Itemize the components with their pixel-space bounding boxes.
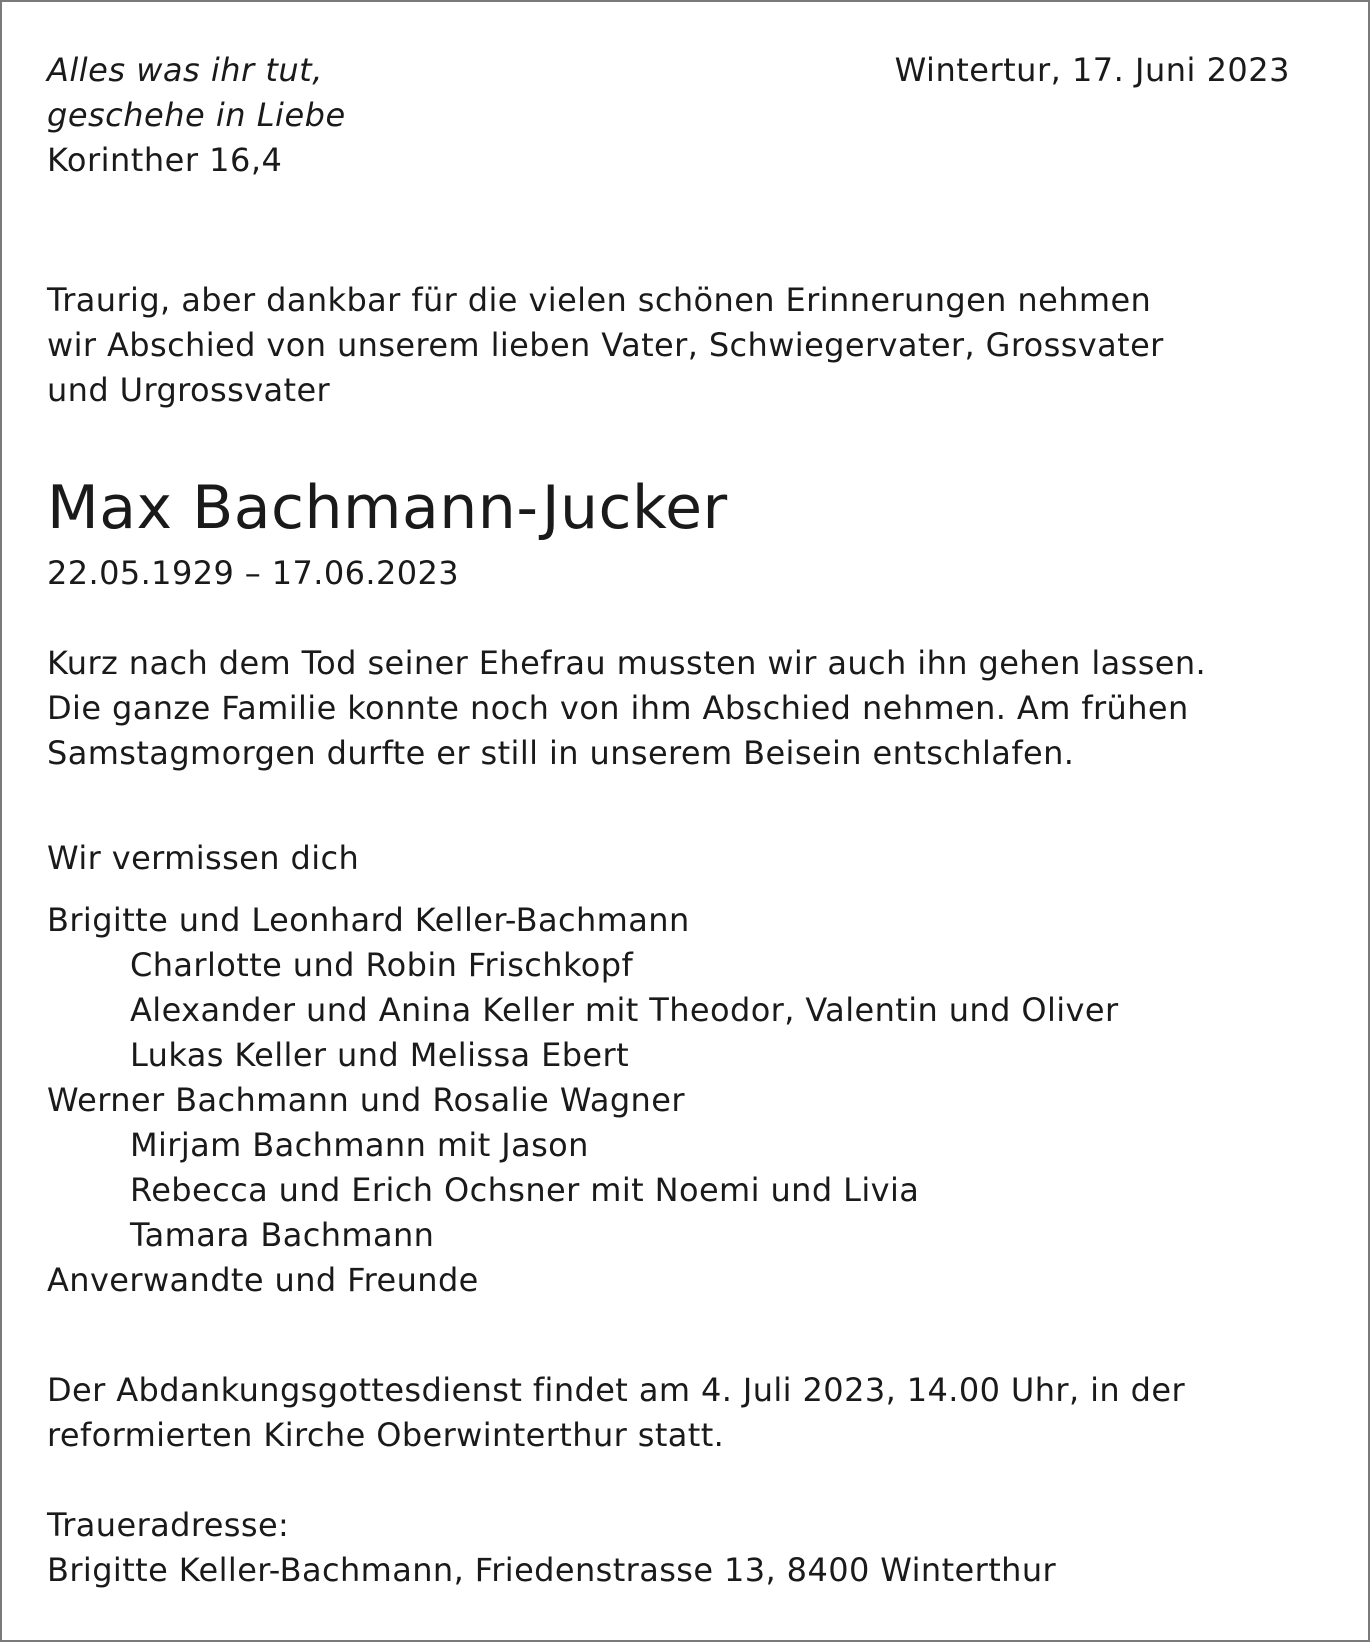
place-date: Wintertur, 17. Juni 2023 — [894, 51, 1290, 89]
family-member: Charlotte und Robin Frischkopf — [130, 946, 634, 984]
life-dates: 22.05.1929 – 17.06.2023 — [47, 554, 459, 592]
motto-reference: Korinther 16,4 — [47, 141, 283, 179]
family-list — [47, 898, 1119, 1303]
bible-motto — [47, 48, 346, 183]
family-member: Alexander und Anina Keller mit Theodor, Valentin und Oliver — [130, 991, 1119, 1029]
family-member: Anverwandte und Freunde — [47, 1261, 479, 1299]
passing-line-3: Samstagmorgen durfte er still in unserem Beisein entschlafen. — [47, 734, 1075, 772]
deceased-name: Max Bachmann-Jucker — [47, 473, 728, 543]
obituary-notice — [47, 48, 1322, 1589]
notice-header — [47, 48, 1322, 188]
intro-line-2: wir Abschied von unserem lieben Vater, Schwiegervater, Grossvater — [47, 326, 1164, 364]
family-member: Brigitte und Leonhard Keller-Bachmann — [47, 901, 690, 939]
service-paragraph — [47, 1368, 1347, 1458]
family-member: Lukas Keller und Melissa Ebert — [130, 1036, 630, 1074]
family-member: Mirjam Bachmann mit Jason — [130, 1126, 589, 1164]
miss-line: Wir vermissen dich — [47, 839, 360, 877]
passing-line-1: Kurz nach dem Tod seiner Ehefrau mussten wir auch ihn gehen lassen. — [47, 644, 1207, 682]
mourning-address: Brigitte Keller-Bachmann, Friedenstrasse 13, 8400 Winterthur — [47, 1551, 1057, 1589]
intro-line-1: Traurig, aber dankbar für die vielen schönen Erinnerungen nehmen — [47, 281, 1152, 319]
intro-paragraph — [47, 278, 1337, 413]
service-line-2: reformierten Kirche Oberwinterthur statt. — [47, 1416, 725, 1454]
family-member: Werner Bachmann und Rosalie Wagner — [47, 1081, 685, 1119]
intro-line-3: und Urgrossvater — [47, 371, 331, 409]
service-line-1: Der Abdankungsgottesdienst findet am 4. Juli 2023, 14.00 Uhr, in der — [47, 1371, 1186, 1409]
passing-line-2: Die ganze Familie konnte noch von ihm Abschied nehmen. Am frühen — [47, 689, 1189, 727]
family-member: Rebecca und Erich Ochsner mit Noemi und Livia — [130, 1171, 920, 1209]
motto-line-2: geschehe in Liebe — [47, 96, 346, 134]
address-label: Traueradresse: — [47, 1506, 290, 1544]
family-member: Tamara Bachmann — [130, 1216, 435, 1254]
passing-paragraph — [47, 641, 1347, 776]
motto-line-1: Alles was ihr tut, — [47, 51, 323, 89]
